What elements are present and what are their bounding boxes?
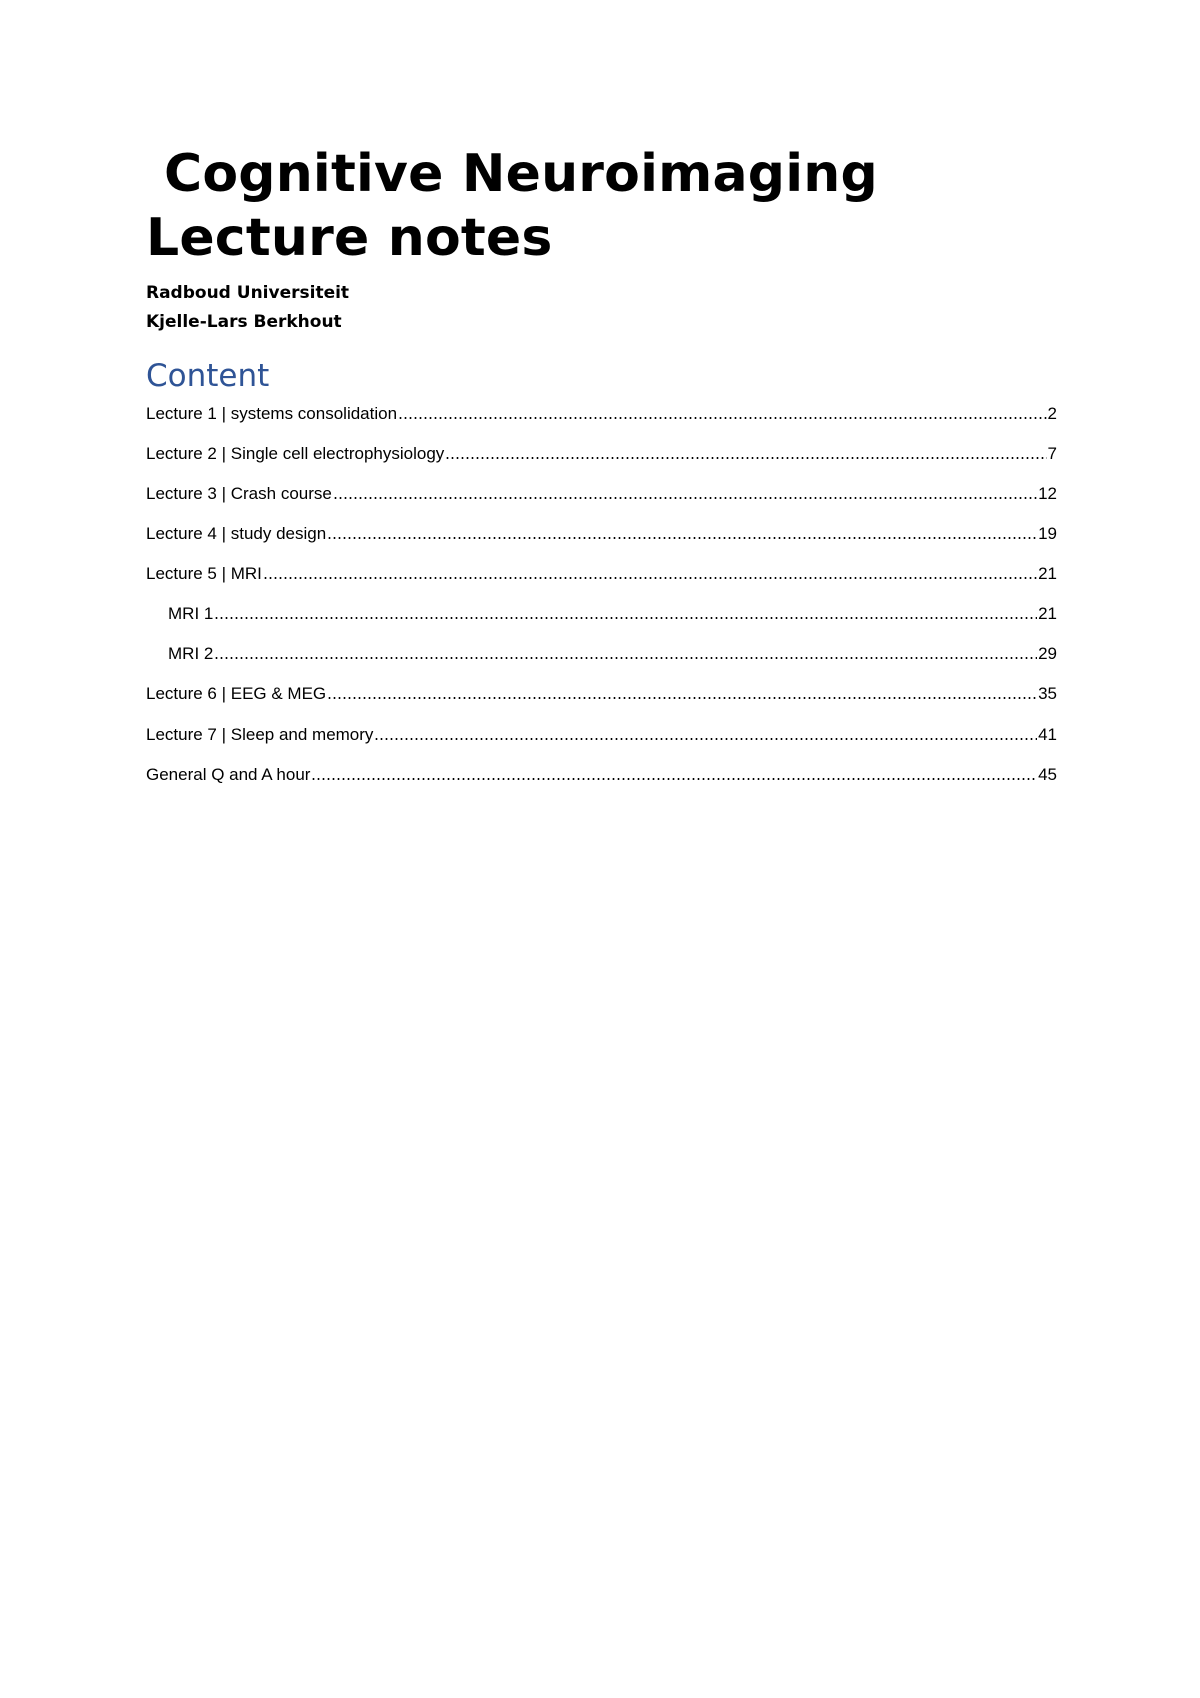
dot-leader: [327, 695, 1037, 701]
toc-entry-lecture-3[interactable]: [146, 484, 1057, 506]
toc-entry-label: Lecture 3 | Crash course: [146, 484, 332, 503]
toc-entry-mri-2[interactable]: [168, 644, 1057, 666]
toc-entry-lecture-6[interactable]: [146, 684, 1057, 706]
author-name: Kjelle-Lars Berkhout: [146, 312, 342, 332]
toc-entry-page: 45: [1038, 765, 1057, 784]
toc-entry-page: 19: [1038, 524, 1057, 543]
dot-leader: [311, 776, 1037, 782]
dot-leader: [333, 495, 1037, 501]
toc-entry-label: Lecture 7 | Sleep and memory: [146, 725, 374, 744]
toc-entry-page: 21: [1038, 604, 1057, 623]
toc-entry-label: Lecture 4 | study design: [146, 524, 327, 543]
toc-entry-page: 21: [1038, 564, 1057, 583]
toc-entry-page: 41: [1038, 725, 1057, 744]
toc-entry-page: 29: [1038, 644, 1057, 663]
toc-entry-label: MRI 1: [168, 604, 214, 623]
document-meta: [146, 279, 349, 337]
toc-entry-lecture-5[interactable]: [146, 564, 1057, 586]
toc-heading: Content: [146, 358, 270, 394]
toc-entry-label: General Q and A hour: [146, 765, 311, 784]
title-line-2: Lecture notes: [146, 208, 553, 268]
toc-entry-label: Lecture 2 | Single cell electrophysiology: [146, 444, 445, 463]
toc-entry-label: Lecture 1 | systems consolidation: [146, 404, 398, 423]
toc-entry-lecture-2[interactable]: [146, 444, 1057, 466]
institution-name: Radboud Universiteit: [146, 283, 350, 303]
toc-entry-lecture-4[interactable]: [146, 524, 1057, 546]
dot-leader: [398, 415, 1046, 421]
toc-entry-page: 2: [1047, 404, 1057, 423]
toc-entry-lecture-1[interactable]: [146, 404, 1057, 426]
toc-entry-label: MRI 2: [168, 644, 214, 663]
dot-leader: [445, 455, 1046, 461]
toc-entry-page: 35: [1038, 684, 1057, 703]
toc-entry-label: Lecture 5 | MRI: [146, 564, 262, 583]
dot-leader: [214, 615, 1037, 621]
toc-entry-general-qa[interactable]: [146, 765, 1057, 787]
toc-entry-page: 7: [1047, 444, 1057, 463]
dot-leader: [214, 655, 1037, 661]
toc-entry-label: Lecture 6 | EEG & MEG: [146, 684, 327, 703]
toc-entry-mri-1[interactable]: [168, 604, 1057, 626]
dot-leader: [374, 736, 1037, 742]
dot-leader: [327, 535, 1037, 541]
toc-entry-lecture-7[interactable]: [146, 725, 1057, 747]
dot-leader: [263, 575, 1037, 581]
document-title: [146, 142, 878, 270]
toc-entry-page: 12: [1038, 484, 1057, 503]
title-line-1: Cognitive Neuroimaging: [164, 144, 878, 204]
